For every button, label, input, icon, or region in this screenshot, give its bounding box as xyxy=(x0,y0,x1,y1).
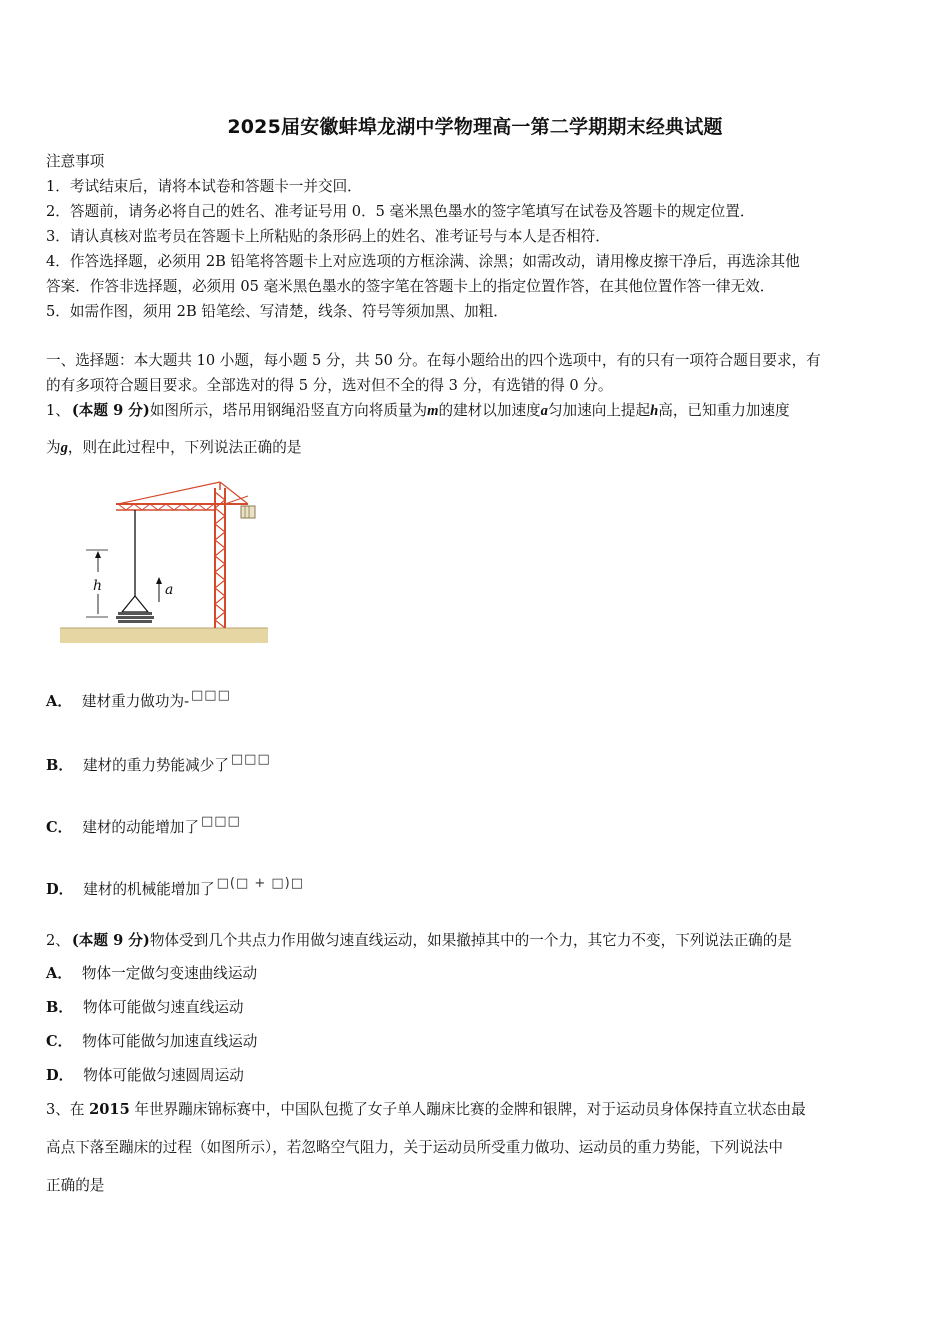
stem-text: 匀加速向上提起 xyxy=(547,402,651,419)
stem-text: 如图所示，塔吊用钢绳沿竖直方向将质量为 xyxy=(149,402,428,419)
option-c[interactable] xyxy=(46,1032,912,1052)
stem-text: 的建材以加速度 xyxy=(438,402,541,419)
option-text: 建材的机械能增加了 xyxy=(83,881,215,898)
option-label: B． xyxy=(46,757,73,774)
question-3-stem-line3: 正确的是 xyxy=(46,1177,105,1194)
formula-image: □(□ + □)□ xyxy=(216,876,305,891)
notice-item: 3．请认真核对监考员在答题卡上所粘贴的条形码上的姓名、准考证号与本人是否相符． xyxy=(46,228,610,245)
acceleration-arrow xyxy=(156,577,162,602)
option-label: A． xyxy=(46,693,72,710)
option-a[interactable] xyxy=(46,688,912,713)
var-h: h xyxy=(650,403,659,419)
year: 2015 xyxy=(89,1101,130,1118)
var-m: m xyxy=(427,403,439,419)
notice-item: 1．考试结束后，请将本试卷和答题卡一并交回． xyxy=(46,178,362,195)
notice-item: 4．作答选择题，必须用 2B 铅笔将答题卡上对应选项的方框涂满、涂黑；如需改动，请用橡皮擦干净后，再选涂其他 xyxy=(46,253,800,270)
label-a: a xyxy=(165,582,174,598)
stem-text: 年世界蹦床锦标赛中，中国队包揽了女子单人蹦床比赛的金牌和银牌，对于运动员身体保持直立状态由最 xyxy=(129,1101,806,1118)
option-label: A． xyxy=(46,965,72,982)
option-text: 物体可能做匀速圆周运动 xyxy=(83,1067,244,1084)
label-h: h xyxy=(93,578,103,594)
stem-text: 物体受到几个共点力作用做匀速直线运动，如果撤掉其中的一个力，其它力不变，下列说法正确的是 xyxy=(149,932,792,949)
sling xyxy=(122,596,148,612)
formula-image: □□□ xyxy=(230,752,271,767)
stem-text: ，则在此过程中，下列说法正确的是 xyxy=(67,439,302,456)
option-b[interactable] xyxy=(46,752,912,777)
option-label: C． xyxy=(46,819,73,836)
option-d[interactable] xyxy=(46,876,912,901)
ground xyxy=(60,628,268,643)
question-3-stem-line2: 高点下落至蹦床的过程（如图所示），若忽略空气阻力，关于运动员所受重力做功、运动员的重力势能，下列说法中 xyxy=(46,1139,783,1156)
option-text: 物体一定做匀变速曲线运动 xyxy=(81,965,258,982)
var-g: g xyxy=(60,440,68,456)
option-text: 物体可能做匀速直线运动 xyxy=(82,999,244,1016)
option-text: 建材重力做功为- xyxy=(81,693,190,710)
question-2-stem xyxy=(46,931,912,951)
section-instructions-line: 的有多项符合题目要求。全部选对的得 5 分，选对但不全的得 3 分，有选错的得 0 分。 xyxy=(46,377,613,394)
option-d[interactable] xyxy=(46,1066,912,1086)
question-score: (本题 9 分) xyxy=(71,932,150,949)
notice-item: 5．如需作图，须用 2B 铅笔绘、写清楚，线条、符号等须加黑、加粗． xyxy=(46,303,508,320)
option-label: C． xyxy=(46,1033,73,1050)
notice-heading: 注意事项 xyxy=(46,153,105,170)
notice-item: 2．答题前，请务必将自己的姓名、准考证号用 0．5 毫米黑色墨水的签字笔填写在试卷及答题卡的规定位置． xyxy=(46,203,755,220)
option-label: D． xyxy=(46,1067,74,1084)
question-number: 2、 xyxy=(46,932,70,949)
crane-jib xyxy=(116,482,248,510)
option-text: 建材的重力势能减少了 xyxy=(82,757,229,774)
question-number: 3、在 xyxy=(46,1101,90,1118)
notice-item: 答案．作答非选择题，必须用 05 毫米黑色墨水的签字笔在答题卡上的指定位置作答，在其他位置作答一律无效． xyxy=(46,278,775,295)
option-text: 建材的动能增加了 xyxy=(82,819,199,836)
page-title: 2025届安徽蚌埠龙湖中学物理高一第二学期期末经典试题 xyxy=(227,116,723,138)
question-number: 1、 xyxy=(46,402,70,419)
option-label: D． xyxy=(46,881,74,898)
option-text: 物体可能做匀加速直线运动 xyxy=(82,1033,258,1050)
crane-illustration xyxy=(58,478,270,648)
option-c[interactable] xyxy=(46,814,912,839)
question-score: (本题 9 分) xyxy=(71,402,150,419)
question-3-stem xyxy=(46,1100,912,1120)
option-b[interactable] xyxy=(46,998,912,1018)
crane-mast xyxy=(215,488,225,628)
option-label: B． xyxy=(46,999,73,1016)
option-a[interactable] xyxy=(46,964,912,984)
formula-image: □□□ xyxy=(200,814,241,829)
var-a: a xyxy=(540,403,548,419)
question-1-stem xyxy=(46,401,912,421)
stem-text: 为 xyxy=(46,439,61,456)
crane-figure xyxy=(58,478,270,648)
section-instructions-line: 一、选择题：本大题共 10 小题，每小题 5 分，共 50 分。在每小题给出的四个选项中，有的只有一项符合题目要求，有 xyxy=(46,352,821,369)
question-1-stem-line2 xyxy=(46,438,912,458)
stem-text: 高，已知重力加速度 xyxy=(658,402,790,419)
counterweight xyxy=(241,506,255,518)
building-material xyxy=(118,612,152,615)
formula-image: □□□ xyxy=(191,688,231,703)
